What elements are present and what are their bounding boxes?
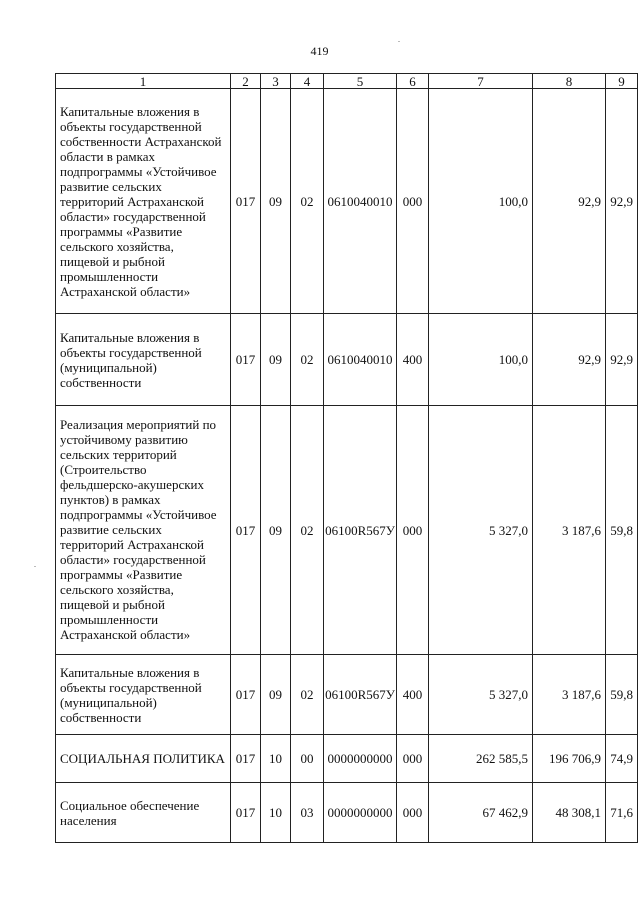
cell-target-item: 06100R567У bbox=[324, 406, 397, 655]
cell-target-item: 0610040010 bbox=[324, 314, 397, 406]
cell-executed: 3 187,6 bbox=[533, 406, 606, 655]
column-header: 8 bbox=[533, 74, 606, 89]
cell-percent: 92,9 bbox=[606, 314, 638, 406]
row-name: Капитальные вложения в объекты государственной собственности Астраханской области в рамках подпрограммы «Устойчивое развитие сельских территорий Астраханской области» государственной программы «Развитие сельского хозяйства, пищевой и рыбной промышленности Астраханской области» bbox=[56, 89, 231, 314]
header-row bbox=[56, 74, 638, 89]
cell-planned: 67 462,9 bbox=[429, 783, 533, 843]
cell-percent: 71,6 bbox=[606, 783, 638, 843]
cell-planned: 262 585,5 bbox=[429, 735, 533, 783]
cell-subsection: 00 bbox=[291, 735, 324, 783]
table-row bbox=[56, 655, 638, 735]
cell-expense-type: 000 bbox=[397, 783, 429, 843]
cell-code: 017 bbox=[231, 735, 261, 783]
table-row bbox=[56, 783, 638, 843]
cell-subsection: 02 bbox=[291, 655, 324, 735]
row-name: Капитальные вложения в объекты государственной (муниципальной) собственности bbox=[56, 655, 231, 735]
cell-percent: 59,8 bbox=[606, 406, 638, 655]
table-row bbox=[56, 314, 638, 406]
row-name: Капитальные вложения в объекты государственной (муниципальной) собственности bbox=[56, 314, 231, 406]
scan-speck bbox=[34, 566, 36, 567]
cell-section: 09 bbox=[261, 314, 291, 406]
cell-target-item: 0000000000 bbox=[324, 783, 397, 843]
column-header: 4 bbox=[291, 74, 324, 89]
cell-executed: 92,9 bbox=[533, 314, 606, 406]
column-header: 5 bbox=[324, 74, 397, 89]
cell-executed: 3 187,6 bbox=[533, 655, 606, 735]
cell-code: 017 bbox=[231, 783, 261, 843]
cell-executed: 92,9 bbox=[533, 89, 606, 314]
cell-planned: 5 327,0 bbox=[429, 655, 533, 735]
cell-section: 09 bbox=[261, 89, 291, 314]
cell-code: 017 bbox=[231, 89, 261, 314]
table-row bbox=[56, 735, 638, 783]
cell-subsection: 02 bbox=[291, 314, 324, 406]
cell-section: 09 bbox=[261, 406, 291, 655]
column-header: 7 bbox=[429, 74, 533, 89]
cell-subsection: 02 bbox=[291, 89, 324, 314]
cell-expense-type: 000 bbox=[397, 406, 429, 655]
page-number: 419 bbox=[310, 44, 329, 58]
row-name: СОЦИАЛЬНАЯ ПОЛИТИКА bbox=[56, 735, 231, 783]
column-header: 2 bbox=[231, 74, 261, 89]
cell-planned: 100,0 bbox=[429, 89, 533, 314]
cell-subsection: 03 bbox=[291, 783, 324, 843]
cell-expense-type: 400 bbox=[397, 314, 429, 406]
cell-target-item: 0000000000 bbox=[324, 735, 397, 783]
cell-subsection: 02 bbox=[291, 406, 324, 655]
row-name: Социальное обеспечение населения bbox=[56, 783, 231, 843]
column-header: 1 bbox=[56, 74, 231, 89]
cell-percent: 92,9 bbox=[606, 89, 638, 314]
cell-planned: 5 327,0 bbox=[429, 406, 533, 655]
cell-section: 10 bbox=[261, 783, 291, 843]
column-header: 9 bbox=[606, 74, 638, 89]
cell-code: 017 bbox=[231, 314, 261, 406]
column-header: 3 bbox=[261, 74, 291, 89]
cell-planned: 100,0 bbox=[429, 314, 533, 406]
cell-target-item: 06100R567У bbox=[324, 655, 397, 735]
cell-code: 017 bbox=[231, 406, 261, 655]
table-row bbox=[56, 89, 638, 314]
cell-percent: 74,9 bbox=[606, 735, 638, 783]
cell-code: 017 bbox=[231, 655, 261, 735]
scan-speck bbox=[398, 41, 400, 42]
cell-executed: 48 308,1 bbox=[533, 783, 606, 843]
cell-expense-type: 000 bbox=[397, 89, 429, 314]
row-name: Реализация мероприятий по устойчивому развитию сельских территорий (Строительство фельдшерско-акушерских пунктов) в рамках подпрограммы «Устойчивое развитие сельских территорий Астраханской области» государственной программы «Развитие сельского хозяйства, пищевой и рыбной промышленности Астраханской области» bbox=[56, 406, 231, 655]
cell-expense-type: 400 bbox=[397, 655, 429, 735]
cell-target-item: 0610040010 bbox=[324, 89, 397, 314]
cell-expense-type: 000 bbox=[397, 735, 429, 783]
cell-executed: 196 706,9 bbox=[533, 735, 606, 783]
column-header: 6 bbox=[397, 74, 429, 89]
budget-table bbox=[55, 73, 638, 843]
cell-section: 10 bbox=[261, 735, 291, 783]
table-row bbox=[56, 406, 638, 655]
cell-section: 09 bbox=[261, 655, 291, 735]
cell-percent: 59,8 bbox=[606, 655, 638, 735]
